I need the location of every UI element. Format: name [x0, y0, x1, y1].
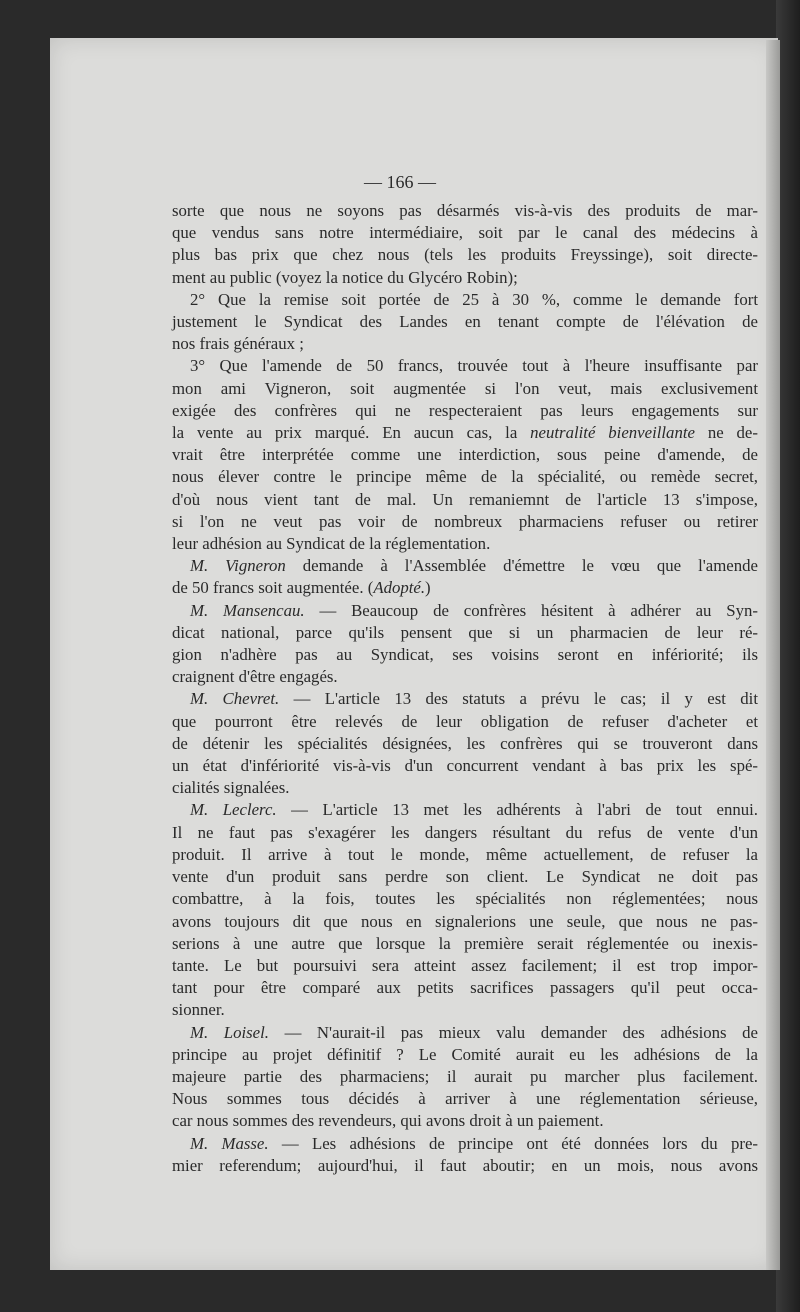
text-line	[172, 577, 758, 599]
text-line	[172, 777, 758, 799]
line-text: dicat national, parce qu'ils pensent que si un pharmacien de leur ré-	[172, 622, 758, 642]
text-line	[172, 999, 758, 1021]
page-number: — 166 —	[364, 172, 436, 192]
line-text: nous élever contre le principe même de la spécialité, ou remède secret,	[172, 467, 758, 487]
text-line	[172, 1022, 758, 1044]
text-line	[172, 933, 758, 955]
line-text: avons toujours dit que nous en signalerions une seule, que nous ne pas-	[172, 911, 758, 931]
line-text: — L'article 13 met les adhérents à l'abri de tout ennui.	[276, 800, 759, 820]
line-text: 2° Que la remise soit portée de 25 à 30 %, comme le demande fort	[190, 289, 758, 309]
text-line	[172, 711, 758, 733]
text-line	[172, 200, 758, 222]
line-text: majeure partie des pharmaciens; il aurait pu marcher plus facilement.	[172, 1066, 758, 1086]
text-line	[172, 977, 758, 999]
line-text: que vendus sans notre intermédiaire, soit par le canal des médecins à	[172, 223, 758, 243]
line-text: que pourront être relevés de leur obligation de refuser d'acheter et	[172, 711, 758, 731]
text-line	[172, 1155, 758, 1177]
text-line	[172, 755, 758, 777]
line-text: de détenir les spécialités désignées, les confrères qui se trouveront dans	[172, 733, 758, 753]
text-line	[172, 400, 758, 422]
text-line	[172, 622, 758, 644]
line-text: mier referendum; aujourd'hui, il faut aboutir; en un mois, nous avons	[172, 1155, 758, 1175]
body-text	[172, 200, 758, 1177]
text-line	[172, 844, 758, 866]
line-text: principe au projet définitif ? Le Comité aurait eu les adhésions de la	[172, 1044, 758, 1064]
line-text: vrait être interprétée comme une interdiction, sous peine d'amende, de	[172, 445, 758, 465]
text-line	[172, 378, 758, 400]
line-text: produit. Il arrive à tout le monde, même actuellement, de refuser la	[172, 844, 758, 864]
line-text: — N'aurait-il pas mieux valu demander des adhésions de	[268, 1022, 758, 1042]
line-text: Il ne faut pas s'exagérer les dangers résultant du refus de vente d'un	[172, 822, 758, 842]
line-text: — Les adhésions de principe ont été données lors du pre-	[268, 1133, 758, 1153]
text-line	[172, 444, 758, 466]
line-text: justement le Syndicat des Landes en tenant compte de l'élévation de	[172, 312, 758, 332]
text-line	[172, 1044, 758, 1066]
line-text: combattre, à la fois, toutes les spécialités non réglementées; nous	[172, 889, 758, 909]
line-text: nos frais généraux ;	[172, 334, 304, 354]
line-text: si l'on ne veut pas voir de nombreux pharmaciens refuser ou retirer	[172, 511, 758, 531]
text-line	[172, 466, 758, 488]
text-line	[172, 555, 758, 577]
line-text: car nous sommes des revendeurs, qui avons droit à un paiement.	[172, 1111, 604, 1131]
text-line	[172, 311, 758, 333]
line-text: serions à une autre que lorsque la première serait réglementée ou inexis-	[172, 933, 758, 953]
text-line	[172, 644, 758, 666]
text-line	[172, 866, 758, 888]
speaker-name: M. Mansencau.	[190, 600, 305, 620]
page-edge	[766, 40, 780, 1270]
text-line	[172, 1066, 758, 1088]
speaker-name: M. Chevret.	[190, 689, 280, 709]
text-line	[172, 533, 758, 555]
line-text: sorte que nous ne soyons pas désarmés vis-à-vis des produits de mar-	[172, 201, 758, 220]
line-text: tante. Le but poursuivi sera atteint assez facilement; il est trop impor-	[172, 955, 758, 975]
line-text: sionner.	[172, 1000, 225, 1020]
text-line	[172, 822, 758, 844]
line-text: leur adhésion au Syndicat de la réglementation.	[172, 534, 491, 554]
line-text: ment au public (voyez la notice du Glycéro Robin);	[172, 267, 518, 287]
line-text: 3° Que l'amende de 50 francs, trouvée tout à l'heure insuffisante par	[190, 356, 758, 376]
speaker-name: M. Leclerc.	[190, 800, 277, 820]
text-line	[172, 733, 758, 755]
line-text: demande à l'Assemblée d'émettre le vœu que l'amende	[285, 556, 758, 576]
text-line	[172, 489, 758, 511]
text-line	[172, 355, 758, 377]
line-text: gion n'adhère pas au Syndicat, ses voisins seront en infériorité; ils	[172, 645, 758, 665]
line-text: Nous sommes tous décidés à arriver à une réglementation sérieuse,	[172, 1089, 758, 1109]
text-line	[172, 1133, 758, 1155]
text-line	[172, 289, 758, 311]
line-text: cialités signalées.	[172, 778, 290, 798]
text-line	[172, 244, 758, 266]
text-line	[172, 267, 758, 289]
text-line	[172, 888, 758, 910]
text-line	[172, 666, 758, 688]
text-line	[172, 955, 758, 977]
line-text: mon ami Vigneron, soit augmentée si l'on veut, mais exclusivement	[172, 378, 758, 398]
line-text: exigée des confrères qui ne respecteraient pas leurs engagements sur	[172, 400, 758, 420]
line-text: de 50 francs soit augmentée. (Adopté.)	[172, 578, 431, 598]
text-line	[172, 222, 758, 244]
line-text: — Beaucoup de confrères hésitent à adhérer au Syn-	[304, 600, 758, 620]
speaker-name: M. Vigneron	[190, 556, 286, 576]
text-line	[172, 1088, 758, 1110]
text-line	[172, 688, 758, 710]
speaker-name: M. Masse.	[190, 1133, 269, 1153]
line-text: — L'article 13 des statuts a prévu le cas; il y est dit	[279, 689, 758, 709]
line-text: d'où nous vient tant de mal. Un remaniemnt de l'article 13 s'impose,	[172, 489, 758, 509]
text-line	[172, 911, 758, 933]
line-text: un état d'infériorité vis-à-vis d'un concurrent vendant à bas prix les spé-	[172, 756, 758, 776]
text-line	[172, 333, 758, 355]
text-line	[172, 511, 758, 533]
text-line	[172, 799, 758, 821]
speaker-name: M. Loisel.	[190, 1022, 269, 1042]
text-line	[172, 422, 758, 444]
line-text: la vente au prix marqué. En aucun cas, la neutralité bienveillante ne de-	[172, 423, 758, 443]
text-line	[172, 1110, 758, 1132]
line-text: tant pour être comparé aux petits sacrifices passagers qu'il peut occa-	[172, 978, 758, 998]
line-text: plus bas prix que chez nous (tels les produits Freyssinge), soit directe-	[172, 245, 758, 265]
text-line	[172, 600, 758, 622]
line-text: vente d'un produit sans perdre son client. Le Syndicat ne doit pas	[172, 867, 758, 887]
line-text: craignent d'être engagés.	[172, 667, 338, 687]
